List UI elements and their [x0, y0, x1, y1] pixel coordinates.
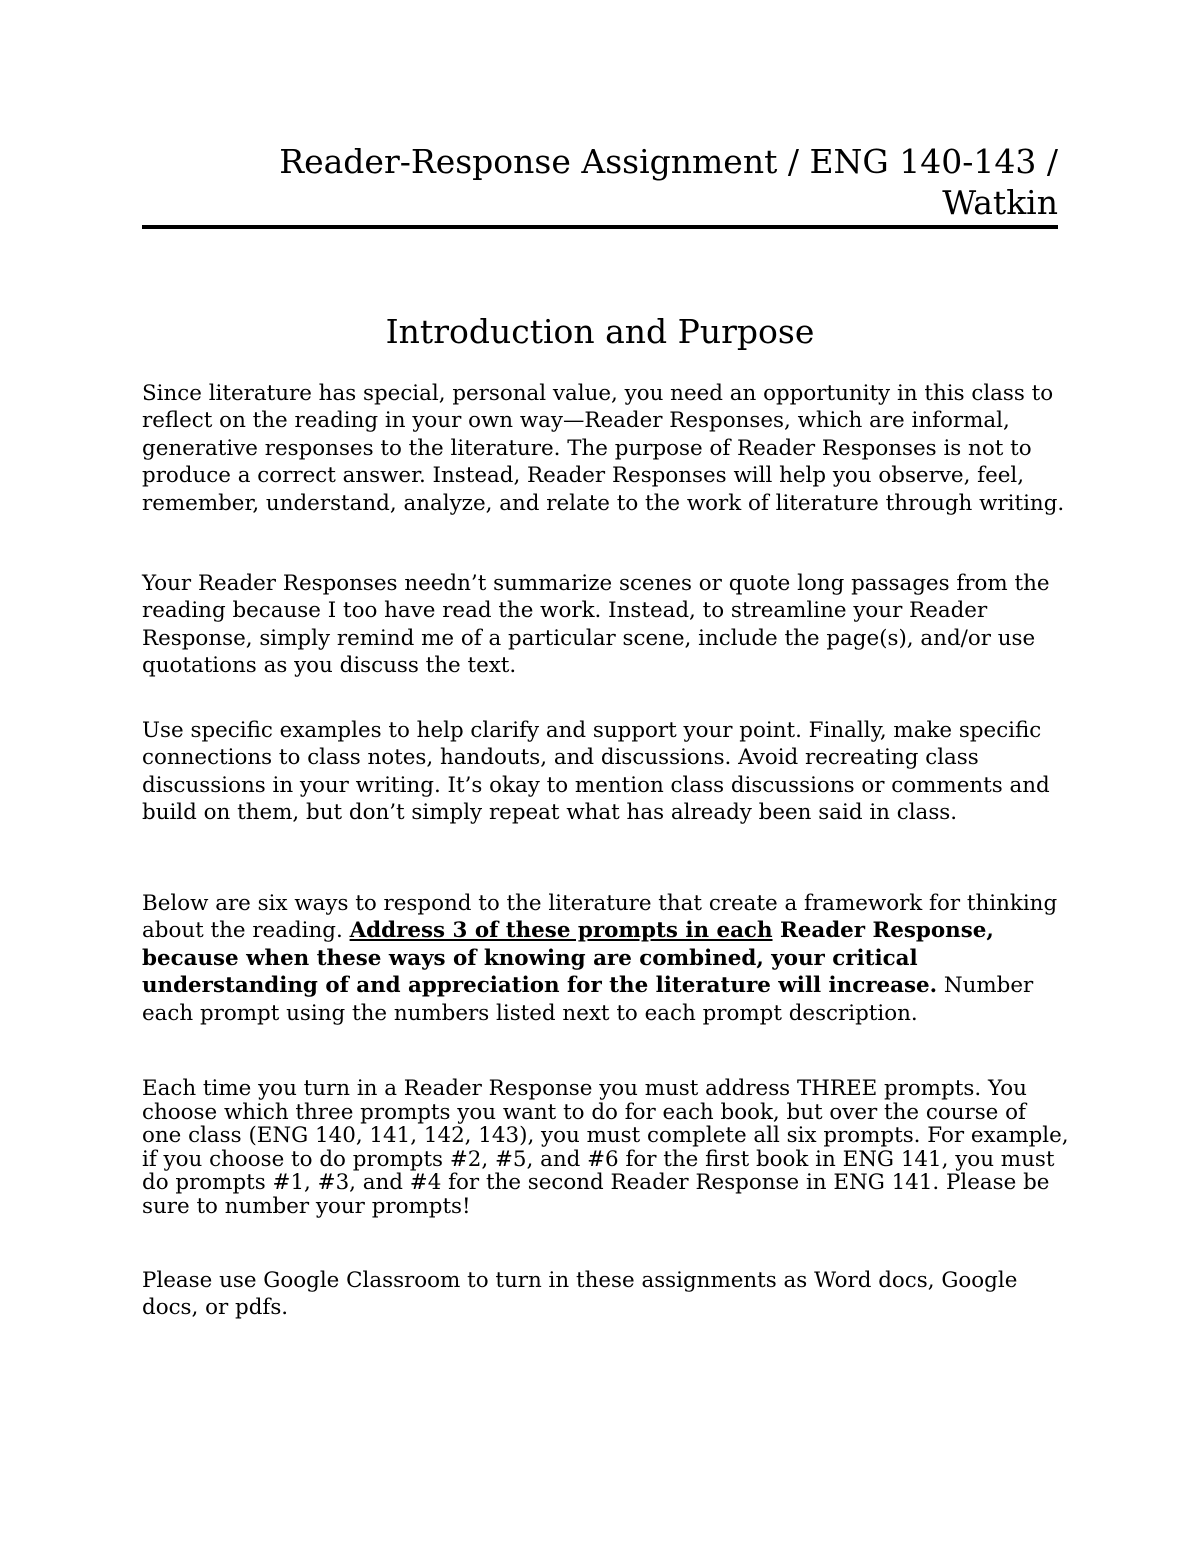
paragraph-summaries: Your Reader Responses needn’t summarize scenes or quote long passages from the reading because I too have read the work. Instead, to streamline your Reader Response, simply remind me of a particular scene, include the page(s), and/or use quotations as you discuss the text. — [142, 571, 1050, 679]
section-title: Introduction and Purpose — [385, 312, 815, 351]
header-title-line2: Watkin — [942, 183, 1058, 222]
paragraph-submission: Please use Google Classroom to turn in these assignments as Word docs, Google docs, or pdfs. — [142, 1268, 1018, 1321]
emphasis-bold-text: Reader Response, because when these ways of knowing are combined, your critical understanding of and appreciation for the literature will increase. — [142, 918, 994, 999]
six-ways-lead-text: Below are six ways to respond to the literature that create a framework for thinking about the reading. — [142, 891, 1058, 944]
header-divider — [142, 225, 1058, 229]
paragraph-six-ways — [142, 890, 1072, 1027]
six-ways-trailing-text: Number each prompt using the numbers listed next to each prompt description. — [142, 973, 1034, 1026]
emphasis-underlined-text: Address 3 of these prompts in each — [349, 918, 773, 944]
paragraph-examples: Use specific examples to help clarify and support your point. Finally, make specific connections to class notes, handouts, and discussions. Avoid recreating class discussions in your writing. It’s okay to mention class discussions or comments and build on them, but don’t simply repeat what has already been said in class. — [142, 718, 1050, 826]
paragraph-three-prompts: Each time you turn in a Reader Response you must address THREE prompts. You choose which three prompts you want to do for each book, but over the course of one class (ENG 140, 141, 142, 143), you must complete all six prompts. For example, if you choose to do prompts #2, #5, and #6 for the first book in ENG 141, you must do prompts #1, #3, and #4 for the second Reader Response in ENG 141. Please be sure to number your prompts! — [142, 1076, 1069, 1219]
header-title-line1: Reader-Response Assignment / ENG 140-143 / — [279, 142, 1058, 181]
page-header — [142, 141, 1058, 223]
paragraph-intro: Since literature has special, personal value, you need an opportunity in this class to reflect on the reading in your own way—Reader Responses, which are informal, generative responses to the literature. The purpose of Reader Responses is not to produce a correct answer. Instead, Reader Responses will help you observe, feel, remember, understand, analyze, and relate to the work of literature through writing. — [142, 381, 1065, 516]
